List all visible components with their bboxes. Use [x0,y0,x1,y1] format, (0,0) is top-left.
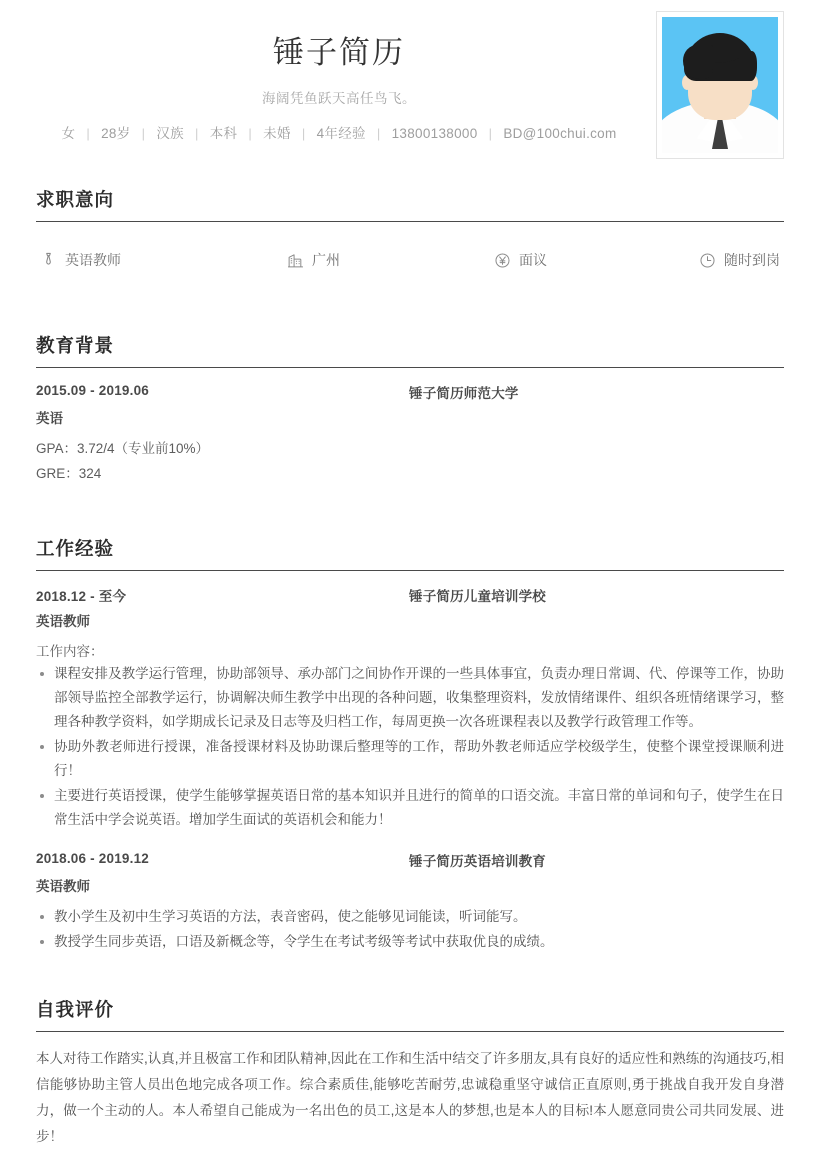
work-role: 英语教师 [36,879,90,895]
self-evaluation-text: 本人对待工作踏实,认真,并且极富工作和团队精神,因此在工作和生活中结交了许多朋友,具有良好的适应性和熟练的沟通技巧,相信能够协助主管人员出色地完成各项工作。综合素质佳,能够吃苦耐劳,忠诚稳重坚守诚信正直原则,勇于挑战自我开发自身潜力，做一个主动的人。本人希望自己能成为一名出色的员工,这是本人的梦想,也是本人的目标!本人愿意同贵公司共同发展、进步！ [36,1051,784,1144]
section-title-work-experience: 工作经验 [36,537,115,559]
work-company: 锤子简历英语培训教育 [409,854,546,870]
section-job-intention [36,186,784,280]
work-entry [36,850,784,954]
resume-header [36,0,784,178]
work-entry [36,585,784,832]
work-bullet-list [36,662,784,832]
intent-availability [699,250,780,270]
intent-city-label: 广州 [312,252,340,268]
education-entry [36,382,784,487]
work-role: 英语教师 [36,613,90,629]
yen-icon [494,252,511,269]
education-major: 英语 [36,411,63,426]
section-education [36,332,784,487]
list-item: 教小学生及初中生学习英语的方法，表音密码，使之能够见词能读，听词能写。 [36,905,784,929]
meta-email: BD@100chui.com [503,125,617,141]
meta-separator: | [141,125,146,141]
intent-position-label: 英语教师 [65,252,121,268]
building-icon [287,252,304,269]
work-bullet-list [36,905,784,954]
meta-marital-status: 未婚 [263,125,291,141]
avatar-hair-side [744,51,757,81]
work-company: 锤子简历儿童培训学校 [409,588,546,604]
meta-separator: | [86,125,91,141]
avatar-photo [662,17,778,153]
education-gre: GRE：324 [36,465,102,481]
work-entry-head [36,850,784,871]
education-date: 2015.09 - 2019.06 [36,383,149,398]
job-intention-row [36,236,784,280]
education-entry-head [36,382,784,403]
meta-age: 28岁 [101,125,131,141]
page-title: 锤子简历 [273,35,405,70]
list-item: 协助外教老师进行授课，准备授课材料及协助课后整理等的工作，帮助外教老师适应学校级学生，使整个课堂授课顺利进行！ [36,735,784,783]
work-content-label: 工作内容： [36,643,104,659]
tagline: 海阔凭鱼跃天高任鸟飞。 [262,90,416,106]
intent-availability-label: 随时到岗 [724,252,780,268]
meta-separator: | [195,125,199,141]
list-item: 课程安排及教学运行管理，协助部领导、承办部门之间协作开课的一些具体事宜，负责办理日常调、代、停课等工作，协助部领导监控全部教学运行，协调解决师生教学中出现的各种问题，收集整理资料，发放情绪课件、组织各班情绪课学习，整理各种教学资料，如学期成长记录及日志等及归档工作，每周更换一次各班课程表以及教学行政管理工作等。 [36,662,784,734]
section-work-experience [36,535,784,954]
avatar [656,11,784,159]
meta-separator: | [248,125,253,141]
header-main [36,34,636,142]
intent-city [287,250,494,270]
section-divider [36,367,784,368]
work-entry-head [36,585,784,606]
meta-phone: 13800138000 [391,125,478,141]
education-school: 锤子简历师范大学 [409,386,519,401]
meta-separator: | [488,125,493,141]
work-date: 2018.06 - 2019.12 [36,851,149,867]
section-self-evaluation [36,996,784,1150]
section-title-self-evaluation: 自我评价 [36,999,115,1021]
meta-degree: 本科 [209,125,238,141]
personal-meta-line [42,122,636,142]
tie-icon [40,252,57,269]
section-divider [36,570,784,571]
intent-position [40,250,287,270]
clock-icon [699,252,716,269]
meta-experience: 4年经验 [316,125,366,141]
list-item: 主要进行英语授课，使学生能够掌握英语日常的基本知识并且进行的简单的口语交流。丰富日常的单词和句子，使学生在日常生活中学会说英语。增加学生面试的英语机会和能力！ [36,784,784,832]
section-title-education: 教育背景 [36,335,115,356]
work-date: 2018.12 - 至今 [36,588,127,604]
section-title-job-intention: 求职意向 [36,189,115,210]
intent-salary-label: 面议 [519,252,547,268]
section-divider [36,1031,784,1032]
meta-ethnicity: 汉族 [156,125,184,141]
intent-salary [494,250,699,270]
meta-separator: | [376,125,381,141]
list-item: 教授学生同步英语，口语及新概念等，令学生在考试考级等考试中获取优良的成绩。 [36,930,784,954]
avatar-hair-sweep [683,45,713,79]
section-divider [36,221,784,222]
meta-separator: | [301,125,306,141]
education-gpa: GPA：3.72/4（专业前10%） [36,441,210,456]
meta-gender: 女 [61,125,76,141]
